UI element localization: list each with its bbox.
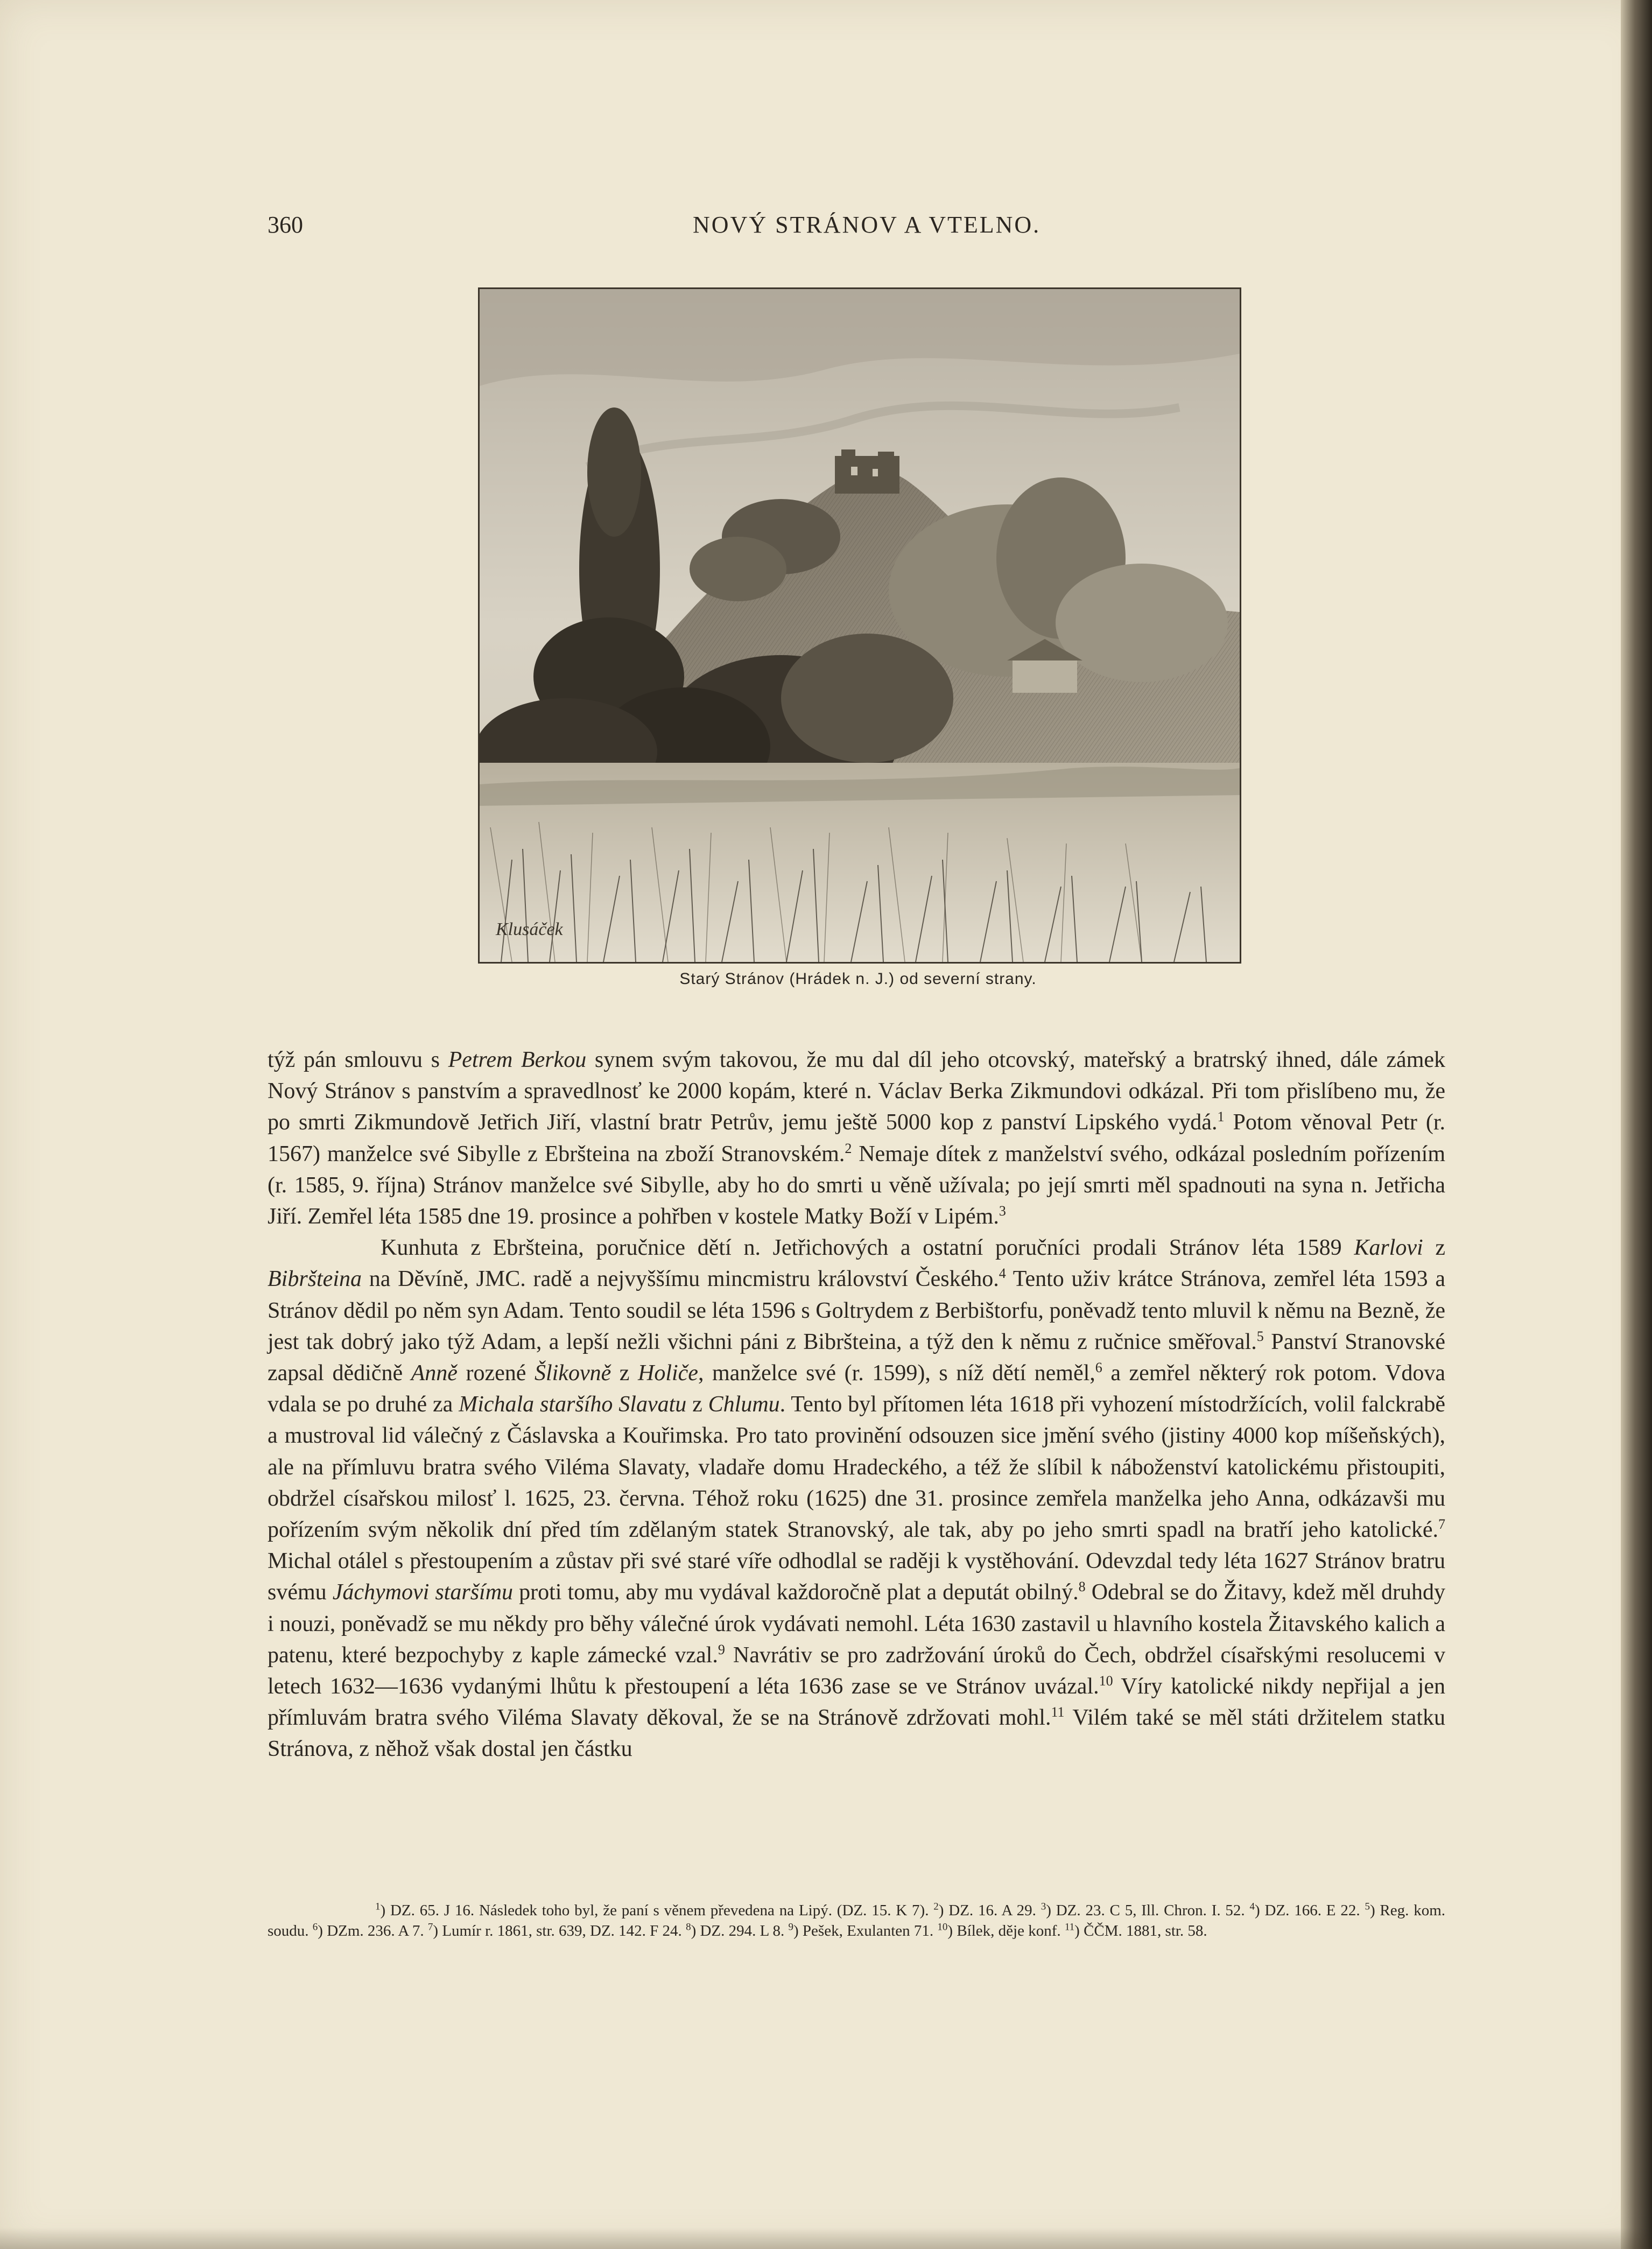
text-run: ) Bílek, děje konf. [947,1922,1065,1939]
note-marker: 4 [1249,1901,1255,1913]
italic-name: Petrem Berkou [448,1048,587,1072]
note-marker: 5 [1256,1328,1264,1344]
text-run: a zemřel některý rok potom. Vdova vdala se po druhé za [268,1361,1445,1417]
text-run: Kunhuta z Ebršteina, poručnice dětí n. Jetřichových a ostatní poručníci prodali Stránov léta 1589 [381,1235,1354,1261]
text-run: Tento uživ krátce Stránova, zemřel léta 1593 a Stránov dědil po něm syn Adam. Tento soudil se léta 1596 s Goltrydem z Berbištorfu, poněvadž tento mluvil k němu na Bezně, že jest tak dobrý jako týž Adam, a lepší nežli všichni páni z Bibršteina, a týž den k němu z ručnice směřoval. [268,1267,1445,1354]
running-title: NOVÝ STRÁNOV A VTELNO. [693,212,1041,238]
text-run: . Tento byl přítomen léta 1618 při vyhození místodržících, volil falckrabě a mustroval lid válečný z Čáslavska a Kouřimska. Pro tato provinění odsouzen sice jmění svého (jistiny 4000 kop míšeňských), ale na přímluvu bratra svého Viléma Slavaty, vladaře domu Hradeckého, a též že slíbil k náboženství katolickému přistoupiti, obdržel císařskou milosť l. 1625, 23. června. Téhož roku (1625) dne 31. prosince zemřela manželka jeho Anna, odkázavši mu pořízením svým několik dní před tím zdělaným statek Stranovský, ale tak, aby po jeho smrti spadl na bratří jeho katolické. [268,1392,1445,1543]
note-marker: 2 [845,1140,852,1156]
text-run: proti tomu, aby mu vydával každoročně plat a deputát obilný. [513,1580,1079,1605]
page-edge [1621,0,1652,2249]
text-run: z [1423,1235,1445,1261]
figure-caption: Starý Stránov (Hrádek n. J.) od severní strany. [679,970,1037,988]
text-run: Michal otálel s přestoupením a zůstav při své staré víře odhodlal se raději k vystěhování. Odevzdal tedy léta 1627 Stránov bratru svému [268,1549,1445,1605]
note-marker: 5 [1365,1901,1370,1913]
note-marker: 1 [1217,1109,1225,1125]
text-run: ) Pešek, Exulanten 71. [793,1922,938,1939]
text-run: Vilém také se měl státi držitelem statku Stránova, z něhož však dostal jen částku [268,1705,1445,1762]
text-run: ) ČČM. 1881, str. 58. [1074,1922,1207,1939]
note-marker: 11 [1064,1921,1075,1933]
text-run: ) DZ. 166. E 22. [1255,1902,1365,1919]
note-marker: 2 [933,1901,939,1913]
note-marker: 6 [312,1921,318,1933]
body-text [268,1044,1445,1765]
note-marker: 7 [1438,1516,1445,1533]
text-run: Víry katolické nikdy nepřijal a jen přímluvám bratra svého Viléma Slavaty děkoval, že se na Stránově zdržovati mohl. [268,1674,1445,1731]
note-marker: 9 [718,1641,725,1657]
note-marker: 1 [375,1901,381,1913]
text-run: ) DZ. 23. C 5, Ill. Chron. I. 52. [1046,1902,1250,1919]
text-run: Potom věnoval Petr (r. 1567) manželce své Sibylle z Ebršteina na zboží Stranovském. [268,1110,1445,1166]
paragraph [268,1232,1445,1765]
note-marker: 7 [427,1921,433,1933]
italic-name: Jáchymovi staršímu [332,1580,514,1605]
note-marker: 3 [1041,1901,1046,1913]
text-run: ) DZm. 236. A 7. [318,1922,428,1939]
text-run: z [686,1392,708,1417]
text-run: na Děvíně, JMC. radě a nejvyššímu mincmistru království Českého. [362,1267,999,1292]
text-run: ) DZ. 294. L 8. [691,1922,789,1939]
italic-name: Chlumu [708,1392,780,1417]
italic-name: Michala staršího Slavatu [459,1392,687,1417]
artist-signature: Klusáček [496,919,563,939]
text-run: Nemaje dítek z manželství svého, odkázal posledním pořízením (r. 1585, 9. října) Stránov manželce své Sibylle, aby ho do smrti u věně užívala; po její smrti měl spadnouti na syna n. Jetřicha Jiří. Zemřel léta 1585 dne 19. prosince a pohřben v kostele Matky Boží v Lipém. [268,1141,1445,1229]
footnotes [268,1900,1445,1941]
text-run: ) Lumír r. 1861, str. 639, DZ. 142. F 24. [433,1922,686,1939]
text-run: ) DZ. 65. J 16. Následek toho byl, že paní s věnem převedena na Lipý. (DZ. 15. K 7). [380,1902,934,1919]
running-head [268,211,1452,243]
paragraph [268,1044,1445,1232]
note-marker: 6 [1095,1360,1102,1376]
footnote-list [268,1900,1445,1941]
note-marker: 10 [937,1921,948,1933]
engraving-illustration [478,287,1241,964]
italic-name: Karlovi [1354,1235,1423,1261]
text-run: z [611,1361,638,1386]
text-run: Odebral se do Žitavy, kdež měl druhdy i nouzi, poněvadž se mu někdy pro běhy válečné úrok vydávati nemohl. Léta 1630 zastavil u hlavního kostela Žitavského kalich a patenu, které bezpochyby z kaple zámecké vzal. [268,1580,1445,1668]
page-shadow [0,2227,1652,2249]
text-run: synem svým takovou, že mu dal díl jeho otcovský, mateřský a bratrský ihned, dále zámek Nový Stránov s panstvím a spravedlnosť ke 2000 kopám, které n. Václav Berka Zikmundovi odkázal. Při tom přislíbeno mu, že po smrti Zikmundově Jetřich Jiří, vlastní bratr Petrův, jemu ještě 5000 kop z panství Lipského vydá. [268,1048,1445,1135]
text-run: , manželce své (r. 1599), s níž dětí neměl, [698,1361,1095,1386]
text-run: Navrátiv se pro zadržování úroků do Čech, obdržel císařskými resolucemi v letech 1632—1636 vydanými lhůtu k přestoupení a léta 1636 zase se ve Stránov uvázal. [268,1642,1445,1699]
text-run: ) Reg. kom. soudu. [268,1902,1446,1939]
text-run: Panství Stranovské zapsal dědičně [268,1329,1445,1386]
note-marker: 4 [999,1266,1006,1282]
text-run: ) DZ. 16. A 29. [938,1902,1041,1919]
note-marker: 10 [1099,1673,1113,1689]
text-run: rozené [457,1361,535,1386]
italic-name: Šlikovně [534,1361,611,1386]
italic-name: Bibršteina [268,1267,362,1292]
note-marker: 11 [1051,1704,1065,1720]
italic-name: Anně [411,1361,458,1386]
page-number: 360 [268,212,303,238]
note-marker: 3 [999,1203,1006,1219]
text-run: týž pán smlouvu s [268,1048,448,1072]
note-marker: 8 [686,1921,691,1933]
italic-name: Holiče [637,1361,698,1386]
note-marker: 9 [788,1921,794,1933]
note-marker: 8 [1078,1579,1086,1595]
